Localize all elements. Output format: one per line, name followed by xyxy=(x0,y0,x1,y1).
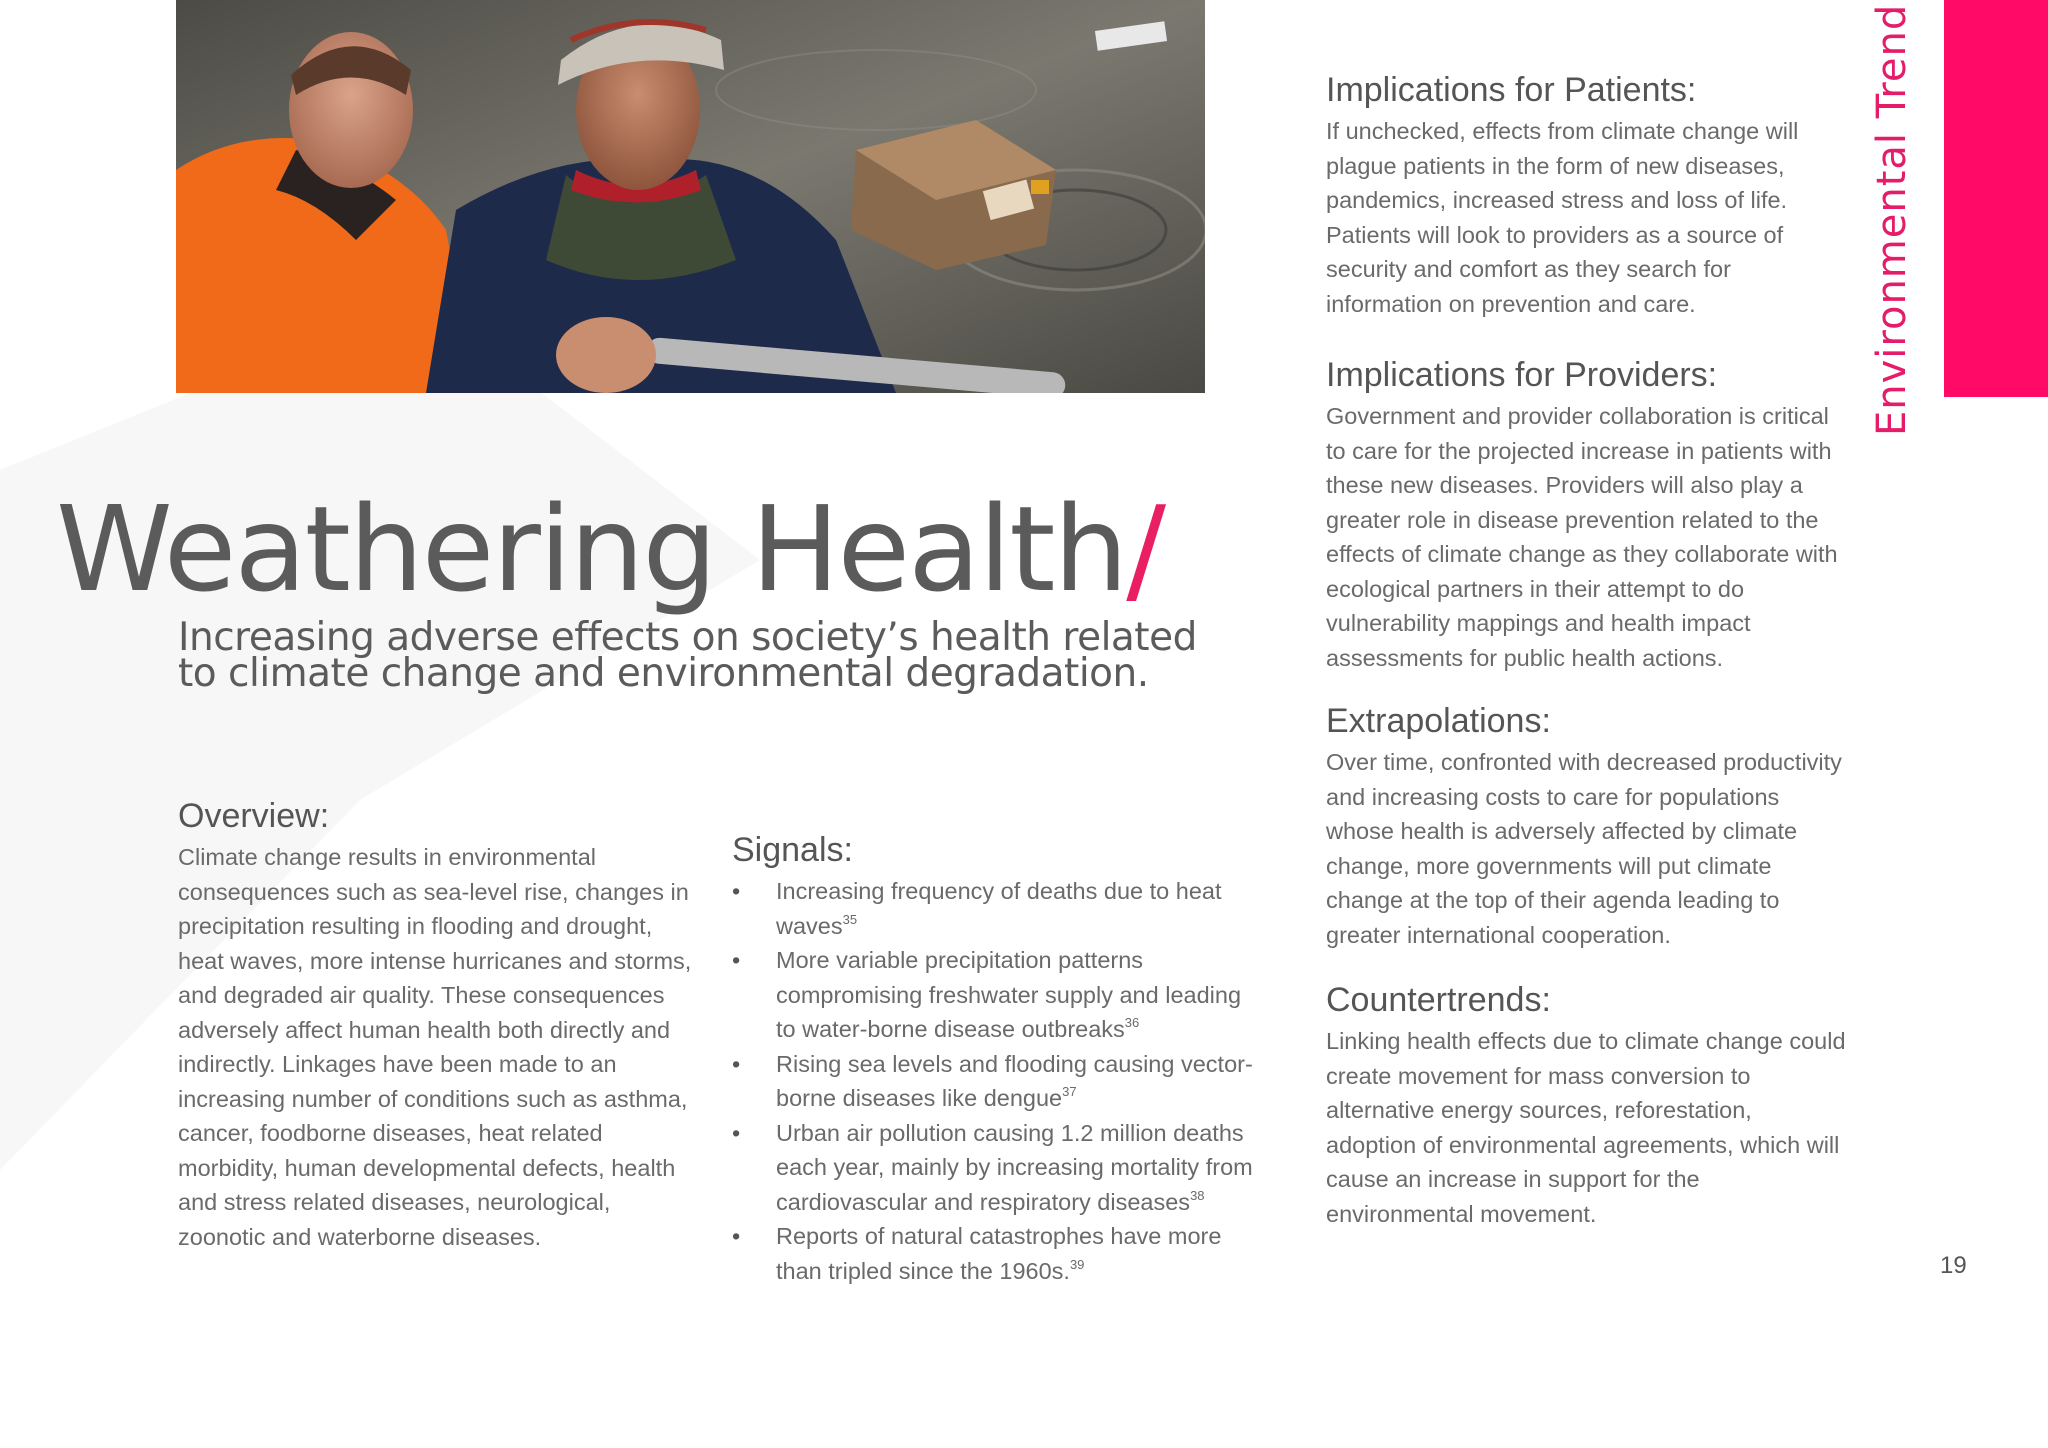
signal-item xyxy=(732,1116,1262,1220)
page-subtitle: Increasing adverse effects on society’s health related to climate change and environmental degradation. xyxy=(178,615,1197,696)
footnote-ref: 37 xyxy=(1062,1084,1077,1099)
patients-section xyxy=(1326,70,1846,321)
signals-section xyxy=(732,830,1262,1288)
bullet-icon: • xyxy=(732,878,741,904)
page-title xyxy=(56,474,1164,624)
extrapolations-text: Over time, confronted with decreased productivity and increasing costs to care for populations whose health is adversely affected by climate change, more governments will put climate change at the top of their agenda leading to greater international cooperation. xyxy=(1326,749,1842,948)
footnote-ref: 36 xyxy=(1124,1015,1140,1030)
countertrends-section xyxy=(1326,980,1846,1231)
signals-list xyxy=(732,874,1262,1288)
signal-text: Rising sea levels and flooding causing vector-borne diseases like dengue xyxy=(776,1050,1253,1111)
providers-heading: Implications for Providers: xyxy=(1326,356,1718,394)
page-title-text: Weathering Health xyxy=(56,480,1127,618)
overview-heading: Overview: xyxy=(178,797,330,835)
bullet-icon: • xyxy=(732,947,741,973)
extrapolations-section xyxy=(1326,701,1846,952)
signal-item xyxy=(732,874,1262,943)
patients-text: If unchecked, effects from climate change will plague patients in the form of new diseases, pandemics, increased stress and loss of life. Patients will look to providers as a source of security and comfort as they search for information on prevention and care. xyxy=(1326,118,1799,317)
side-label: Environmental Trend xyxy=(1869,3,1915,436)
bullet-icon: • xyxy=(732,1119,741,1146)
signal-text: Reports of natural catastrophes have more than tripled since the 1960s. xyxy=(776,1223,1222,1284)
right-column xyxy=(1326,70,1846,1265)
providers-text: Government and provider collaboration is critical to care for the projected increase in patients with these new diseases. Providers will also play a greater role in disease prevention related to the effects of climate change as they collaborate with ecological partners in their attempt to do vulnerability mappings and health impact assessments for public health actions. xyxy=(1326,403,1838,671)
overview-section xyxy=(178,796,698,1254)
page-number: 19 xyxy=(1940,1252,1967,1279)
footnote-ref: 39 xyxy=(1069,1256,1085,1272)
bullet-icon: • xyxy=(732,1050,741,1077)
bullet-icon: • xyxy=(732,1223,741,1249)
signal-text: Urban air pollution causing 1.2 million deaths each year, mainly by increasing mortality from cardiovascular and respiratory diseases xyxy=(776,1119,1253,1215)
providers-section xyxy=(1326,355,1846,675)
signal-item xyxy=(732,1219,1262,1288)
signals-heading: Signals: xyxy=(732,831,853,869)
flood-photo-icon xyxy=(176,0,1205,393)
footnote-ref: 35 xyxy=(842,911,858,927)
signal-text: More variable precipitation patterns compromising freshwater supply and leading to water-borne disease outbreaks xyxy=(776,947,1242,1042)
countertrends-text: Linking health effects due to climate change could create movement for mass conversion to alternative energy sources, reforestation, adoption of environmental agreements, which will cause an increase in support for the environmental movement. xyxy=(1326,1028,1846,1227)
signal-item xyxy=(732,1047,1262,1116)
accent-bar xyxy=(1944,0,2048,397)
flood-photo xyxy=(176,0,1205,393)
overview-text: Climate change results in environmental consequences such as sea-level rise, changes in precipitation resulting in flooding and drought, heat waves, more intense hurricanes and storms, and degraded air quality. These consequences adversely affect human health both directly and indirectly. Linkages have been made to an increasing number of conditions such as asthma, cancer, foodborne diseases, heat related morbidity, human developmental defects, health and stress related diseases, neurological, zoonotic and waterborne diseases. xyxy=(178,844,692,1250)
signal-item xyxy=(732,943,1262,1047)
extrapolations-heading: Extrapolations: xyxy=(1326,702,1551,740)
countertrends-heading: Countertrends: xyxy=(1326,981,1551,1019)
patients-heading: Implications for Patients: xyxy=(1326,71,1697,109)
footnote-ref: 38 xyxy=(1190,1187,1205,1203)
signal-text: Increasing frequency of deaths due to heat waves xyxy=(776,878,1222,939)
title-accent-slash: / xyxy=(1126,480,1165,618)
